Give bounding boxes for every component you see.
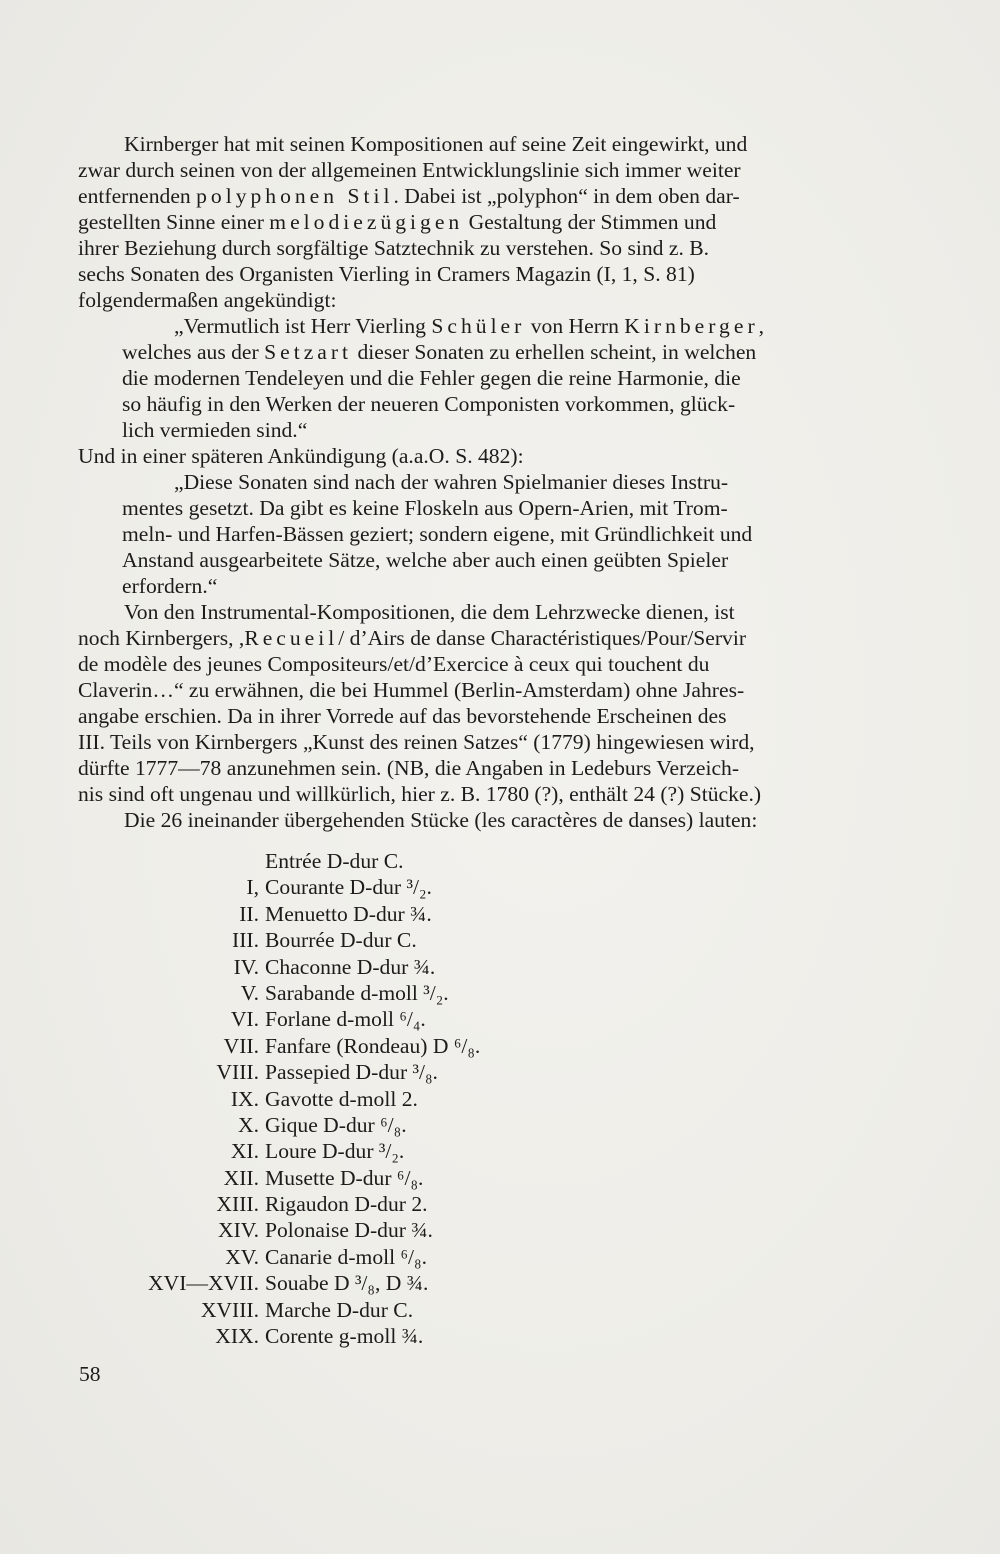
text-line: de modèle des jeunes Compositeurs/et/d’Exercice à ceux qui touchent du — [78, 652, 710, 676]
text-line: zwar durch seinen von der allgemeinen Entwicklungslinie sich immer weiter — [78, 158, 741, 182]
text-span: „Vermutlich ist Herr Vierling — [174, 314, 432, 338]
body-text — [78, 131, 936, 833]
list-item — [78, 1297, 936, 1323]
list-item — [78, 848, 936, 874]
list-item-text: Sarabande d-moll ³/₂. — [265, 980, 449, 1005]
list-item-text: Loure D-dur ³/₂. — [265, 1139, 405, 1164]
text-line: Kirnberger hat mit seinen Kompositionen auf seine Zeit eingewirkt, und — [124, 132, 748, 156]
list-item — [78, 1270, 936, 1296]
text-span: dieser Sonaten zu erhellen scheint, in welchen — [352, 340, 757, 364]
emphasized-term: Schüler — [431, 314, 526, 338]
text-span: entfernenden — [78, 184, 197, 208]
text-span: gestellten Sinne einer — [78, 210, 270, 234]
list-item — [78, 1086, 936, 1112]
list-item-text: Polonaise D-dur ¾. — [265, 1218, 433, 1243]
text-span: welches aus der — [122, 340, 265, 364]
list-item — [78, 1217, 936, 1243]
list-item-number: XVI—XVII. — [148, 1271, 259, 1296]
list-item-number: VI. — [230, 1007, 259, 1032]
list-item — [78, 927, 936, 953]
list-item — [78, 1165, 936, 1191]
quote-line: „Diese Sonaten sind nach der wahren Spielmanier dieses Instru- — [174, 470, 729, 494]
text-line — [78, 209, 936, 235]
text-line: Claverin…“ zu erwähnen, die bei Hummel (Berlin-Amsterdam) ohne Jahres- — [78, 678, 745, 702]
quote-line: die modernen Tendeleyen und die Fehler gegen die reine Harmonie, die — [122, 366, 741, 390]
quote-line: so häufig in den Werken der neueren Componisten vorkommen, glück- — [122, 392, 736, 416]
text-line: ihrer Beziehung durch sorgfältige Satztechnik zu verstehen. So sind z. B. — [78, 236, 710, 260]
list-item-number: II. — [239, 901, 259, 926]
list-item-text: Rigaudon D-dur 2. — [265, 1192, 428, 1217]
list-item-text: Chaconne D-dur ¾. — [265, 954, 436, 979]
text-line: angabe erschien. Da in ihrer Vorrede auf das bevorstehende Erscheinen des — [78, 704, 727, 728]
list-item — [78, 1323, 936, 1349]
quote-line: erfordern.“ — [122, 574, 218, 598]
list-item-number: X. — [238, 1112, 259, 1137]
text-line — [78, 183, 936, 209]
text-span: von Herrn — [525, 314, 625, 338]
list-item-text: Fanfare (Rondeau) D ⁶/₈. — [265, 1033, 481, 1058]
list-item-text: Souabe D ³/₈, D ¾. — [265, 1271, 429, 1296]
list-item-number — [78, 848, 265, 874]
list-item-number: I, — [246, 875, 259, 900]
list-item-text: Menuetto D-dur ¾. — [265, 901, 432, 926]
text-span: . Dabei ist „polyphon“ in dem oben dar- — [393, 184, 740, 208]
emphasized-term: polyphonen Stil — [196, 184, 394, 208]
list-item-text: Bourrée D-dur C. — [265, 928, 417, 953]
text-line: Von den Instrumental-Kompositionen, die dem Lehrzwecke dienen, ist — [124, 600, 735, 624]
list-item — [78, 1033, 936, 1059]
list-item-number: XII. — [223, 1165, 259, 1190]
emphasized-term: Recueil — [244, 626, 339, 650]
text-line — [78, 625, 936, 651]
text-span: / d’Airs de danse Charactéristiques/Pour/Servir — [338, 626, 747, 650]
list-item — [78, 1138, 936, 1164]
text-line: Und in einer späteren Ankündigung (a.a.O. S. 482): — [78, 444, 524, 468]
list-item-text: Courante D-dur ³/₂. — [265, 875, 432, 900]
list-item-text: Corente g-moll ¾. — [265, 1324, 424, 1349]
quote-line: lich vermieden sind.“ — [122, 418, 308, 442]
list-item — [78, 980, 936, 1006]
list-item — [78, 901, 936, 927]
list-item-text: Musette D-dur ⁶/₈. — [265, 1165, 424, 1190]
quote-line: meln- und Harfen-Bässen geziert; sondern eigene, mit Gründlichkeit und — [122, 522, 753, 546]
list-item-number: XIX. — [215, 1324, 259, 1349]
list-item-number: VII. — [223, 1033, 259, 1058]
list-item-number: IV. — [233, 954, 259, 979]
quote-line — [78, 313, 936, 339]
quote-line — [78, 339, 936, 365]
text-span: , — [758, 314, 765, 338]
list-item-number: XV. — [225, 1244, 259, 1269]
list-item — [78, 954, 936, 980]
list-item-text: Gavotte d-moll 2. — [265, 1086, 418, 1111]
text-line: folgendermaßen angekündigt: — [78, 288, 337, 312]
list-item-number: V. — [240, 980, 259, 1005]
list-item-number: XIII. — [216, 1192, 259, 1217]
list-item — [78, 1059, 936, 1085]
quote-line: Anstand ausgearbeitete Sätze, welche aber auch einen geübten Spieler — [122, 548, 729, 572]
list-item-number: XI. — [230, 1139, 259, 1164]
list-item-text: Entrée D-dur C. — [265, 849, 404, 873]
emphasized-term: Kirnberger — [624, 314, 759, 338]
text-line: dürfte 1777—78 anzunehmen sein. (NB, die Angaben in Ledeburs Verzeich- — [78, 756, 740, 780]
list-item — [78, 1191, 936, 1217]
list-item-number: VIII. — [216, 1060, 259, 1085]
list-item-text: Canarie d-moll ⁶/₈. — [265, 1244, 427, 1269]
list-item — [78, 1006, 936, 1032]
list-item-text: Marche D-dur C. — [265, 1297, 414, 1322]
text-span: Gestaltung der Stimmen und — [463, 210, 717, 234]
text-line: III. Teils von Kirnbergers „Kunst des reinen Satzes“ (1779) hingewiesen wird, — [78, 730, 755, 754]
page-number: 58 — [79, 1362, 101, 1386]
emphasized-term: melodiezügigen — [269, 210, 464, 234]
text-span: noch Kirnbergers, , — [78, 626, 245, 650]
quote-line: mentes gesetzt. Da gibt es keine Floskeln aus Opern-Arien, mit Trom- — [122, 496, 728, 520]
list-item — [78, 1112, 936, 1138]
emphasized-term: Setzart — [264, 340, 353, 364]
list-item-number: XIV. — [218, 1218, 259, 1243]
dance-list — [78, 848, 936, 1349]
list-item-number: III. — [232, 928, 259, 953]
list-item-number: XVIII. — [200, 1297, 259, 1322]
list-item — [78, 874, 936, 900]
list-item-text: Passepied D-dur ³/₈. — [265, 1060, 438, 1085]
text-line: sechs Sonaten des Organisten Vierling in Cramers Magazin (I, 1, S. 81) — [78, 262, 695, 286]
text-line: nis sind oft ungenau und willkürlich, hier z. B. 1780 (?), enthält 24 (?) Stücke.) — [78, 782, 762, 806]
list-item-number: IX. — [230, 1086, 259, 1111]
list-item-text: Forlane d-moll ⁶/₄. — [265, 1007, 426, 1032]
list-item-text: Gique D-dur ⁶/₈. — [265, 1112, 407, 1137]
list-item — [78, 1244, 936, 1270]
text-line: Die 26 ineinander übergehenden Stücke (les caractères de danses) lauten: — [124, 808, 758, 832]
